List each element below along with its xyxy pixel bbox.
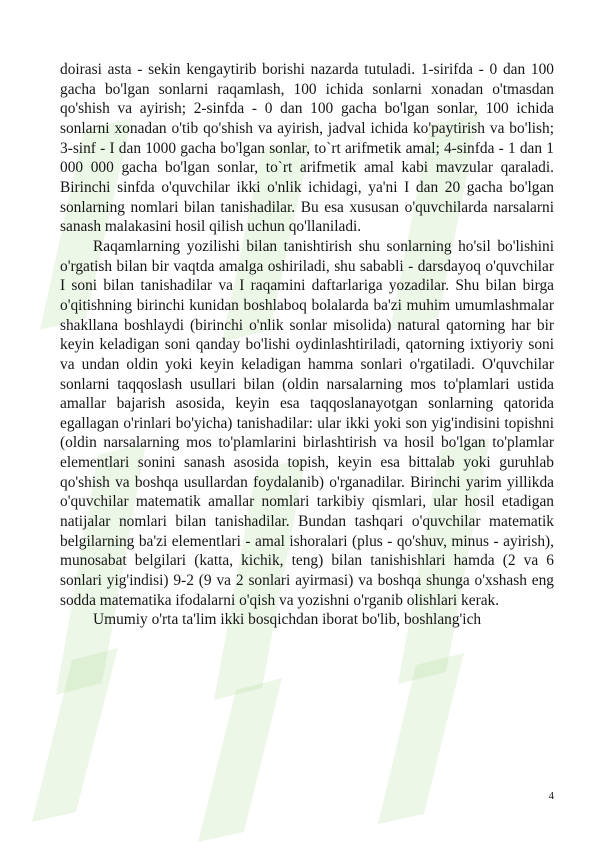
body-text [60, 60, 554, 630]
paragraph-2: Raqamlarning yozilishi bilan tanishtirish shu sonlarning ho'sil bo'lishini o'rgatish bilan bir vaqtda amalga oshiriladi, shu sababli - darsdayoq o'quvchilar I soni bilan tanishadilar va I raqamini daftarlariga yozadilar. Shu bilan birga o'qitishning birinchi kunidan boshlaboq bolalarda ba'zi muhim umumlashmalar shakllana boshlaydi (birinchi o'nlik sonlar misolida) natural qatorning har bir keyin keladigan soni qanday bo'lishi oydinlashtiriladi, qatorning ixtiyoriy soni va undan oldin yoki keyin keladigan hamma sonlari o'rgatiladi. O'quvchilar sonlarni taqqoslash usullari bilan (oldin narsalarning mos to'plamlari ustida amallar bajarish asosida, keyin esa taqqoslanayotgan sonlarning qatorida egallagan o'rinlari bo'yicha) tanishadilar: ular ikki yoki son yig'indisini topishni (oldin narsalarning mos to'plamlarini birlashtirish va hosil bo'lgan to'plamlar elementlari sonini sanash asosida topish, keyin esa bittalab yoki guruhlab qo'shish va boshqa usullardan foydalanib) o'rganadilar. Birinchi yarim yillikda o'quvchilar matematik amallar nomlari tarkibiy qismlari, ular hosil etadigan natijalar nomlari bilan tanishadilar. Bundan tashqari o'quvchilar matematik belgilarning ba'zi elementlari - amal ishoralari (plus - qo'shuv, minus - ayirish), munosabat belgilari (katta, kichik, teng) bilan tanishishlari hamda (2 va 6 sonlari yig'indisi) 9-2 (9 va 2 sonlari ayirmasi) va boshqa shunga o'xshash eng sodda matematika ifodalarni o'qish va yozishni o'rganib olishlari kerak. [60, 237, 554, 609]
page-number: 4 [548, 790, 554, 802]
watermark-stripe [198, 678, 282, 842]
paragraph-3: Umumiy o'rta ta'lim ikki bosqichdan iborat bo'lib, boshlang'ich [93, 611, 482, 629]
watermark-stripe [378, 653, 464, 824]
watermark-stripe [32, 648, 118, 822]
paragraph-1: doirasi asta - sekin kengaytirib borishi nazarda tutuladi. 1-sirifda - 0 dan 100 gacha bo'lgan sonlarni raqamlash, 100 ichida sonlarni xonadan o'tmasdan qo'shish va ayirish; 2-sinfda - 0 dan 100 gacha bo'lgan sonlar, 100 ichida sonlarni xonadan o'tib qo'shish va ayirish, jadval ichida ko'paytirish va bo'lish; 3-sinf - I dan 1000 gacha bo'lgan sonlar, to`rt arifmetik amal; 4-sinfda - 1 dan 1 000 000 gacha bo'lgan sonlar, to`rt arifmetik amal kabi mavzular qaraladi. Birinchi sinfda o'quvchilar ikki o'nlik ichidagi, ya'ni I dan 20 gacha bo'lgan sonlarning nomlari bilan tanishadilar. Bu esa xususan o'quvchilarda narsalarni sanash malakasini hosil qilish uchun qo'llaniladi. [60, 61, 554, 236]
